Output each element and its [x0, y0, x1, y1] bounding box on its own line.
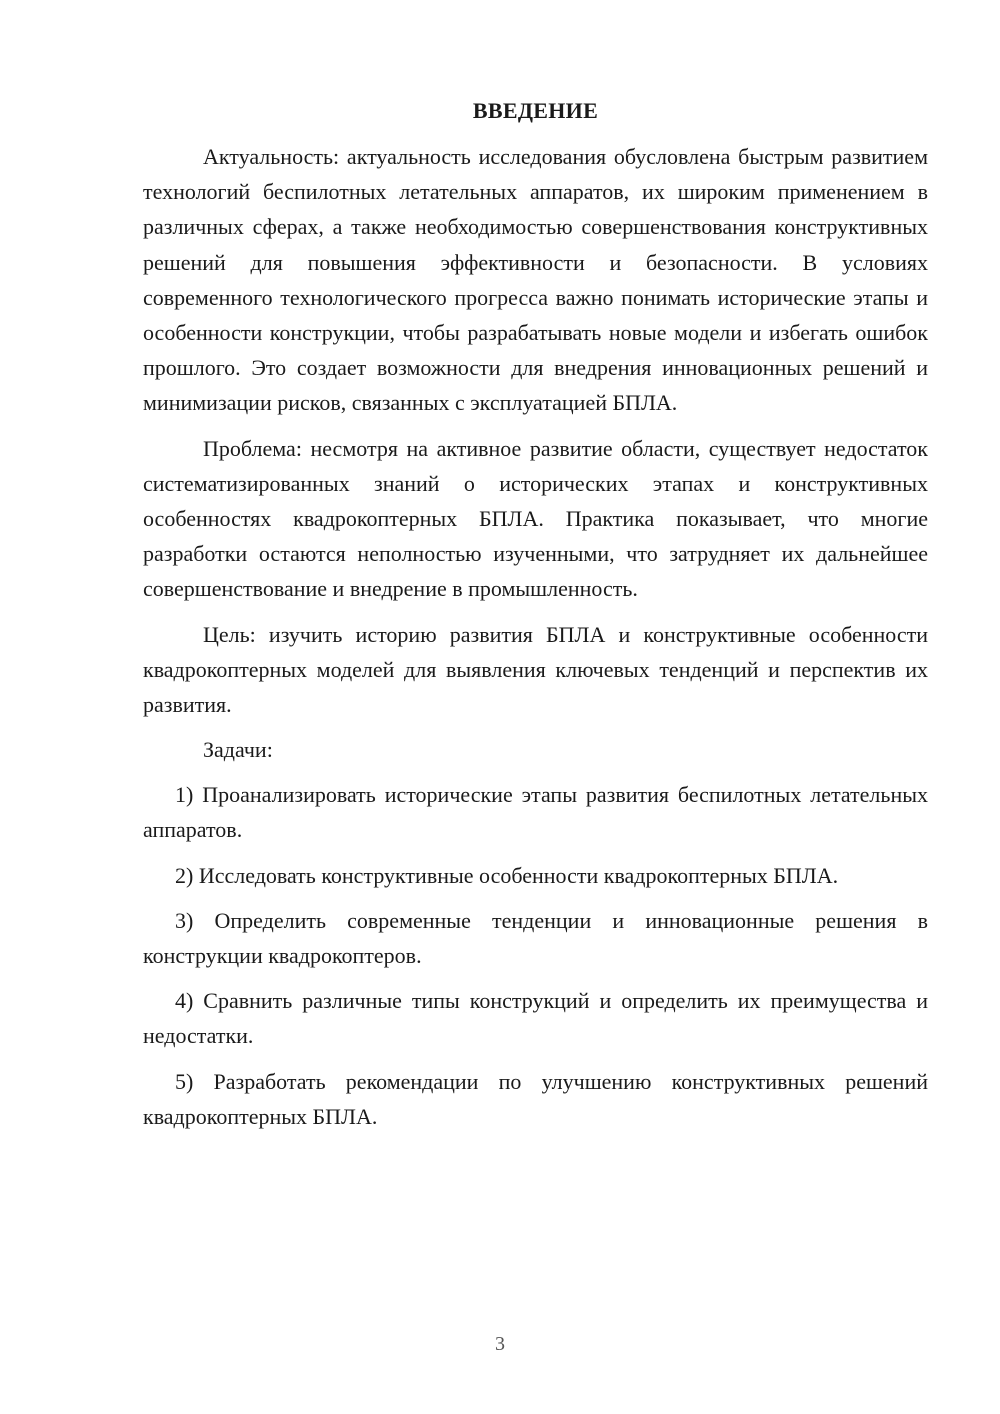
- task-item-3: 3) Определить современные тенденции и инновационные решения в конструкции квадрокоптеров.: [143, 907, 928, 969]
- goal-paragraph: Цель: изучить историю развития БПЛА и конструктивные особенности квадрокоптерных моделей для выявления ключевых тенденций и перспектив их развития.: [143, 621, 928, 718]
- relevance-paragraph: Актуальность: актуальность исследования обусловлена быстрым развитием технологий беспилотных летательных аппаратов, их широким применением в различных сферах, а также необходимостью совершенствования конструктивных решений для повышения эффективности и безопасности. В условиях современного технологического прогресса важно понимать исторические этапы и особенности конструкции, чтобы разрабатывать новые модели и избегать ошибок прошлого. Это создает возможности для внедрения инновационных решений и минимизации рисков, связанных с эксплуатацией БПЛА.: [143, 144, 928, 416]
- page-title: ВВЕДЕНИЕ: [472, 98, 599, 123]
- tasks-heading: Задачи:: [203, 737, 273, 763]
- task-item-1: 1) Проанализировать исторические этапы развития беспилотных летательных аппаратов.: [143, 782, 928, 843]
- page-number: 3: [495, 1333, 505, 1355]
- document-page: [143, 93, 928, 1144]
- task-item-4: 4) Сравнить различные типы конструкций и определить их преимущества и недостатки.: [143, 988, 928, 1049]
- tasks-list: [143, 777, 928, 1134]
- task-item-5: 5) Разработать рекомендации по улучшению конструктивных решений квадрокоптерных БПЛА.: [143, 1068, 928, 1129]
- problem-paragraph: Проблема: несмотря на активное развитие области, существует недостаток систематизированных знаний о исторических этапах и конструктивных особенностях квадрокоптерных БПЛА. Практика показывает, что многие разработки остаются неполностью изученными, что затрудняет их дальнейшее совершенствование и внедрение в промышленность.: [143, 435, 928, 602]
- task-item-2: 2) Исследовать конструктивные особенности квадрокоптерных БПЛА.: [175, 862, 839, 888]
